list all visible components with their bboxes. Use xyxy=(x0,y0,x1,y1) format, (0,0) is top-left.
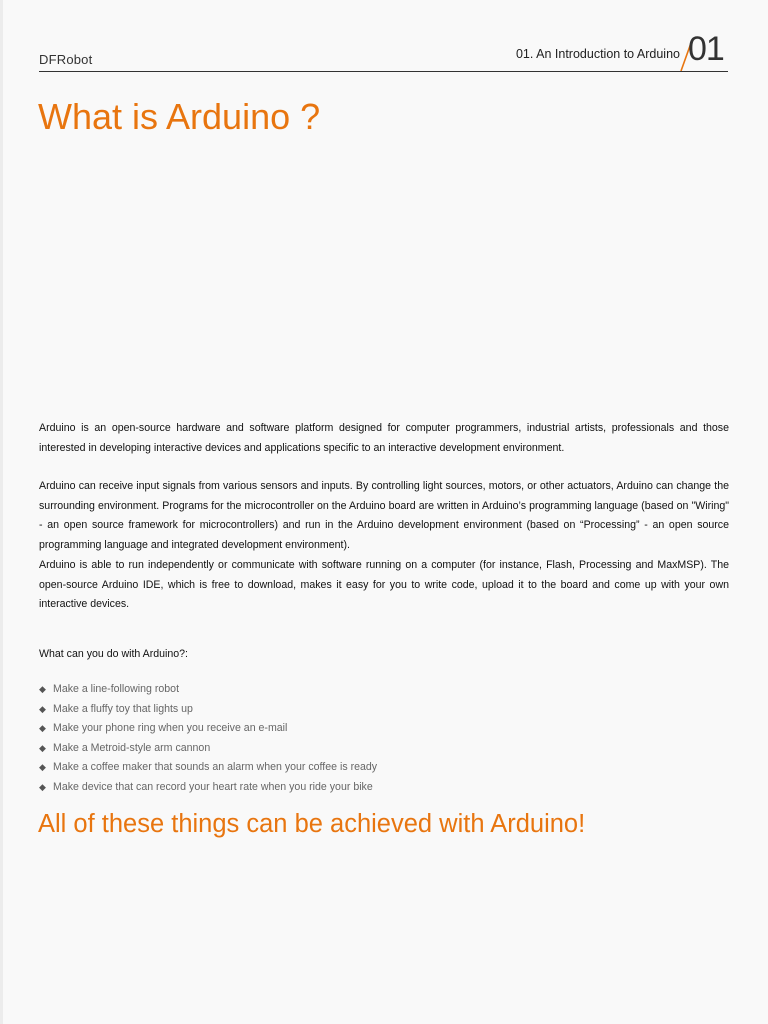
list-item-text: Make a Metroid-style arm cannon xyxy=(53,741,211,754)
list-item xyxy=(39,719,377,739)
list-item xyxy=(39,758,377,778)
list-item-text: Make a coffee maker that sounds an alarm when your coffee is ready xyxy=(53,761,378,774)
page-title: What is Arduino ? xyxy=(38,96,321,137)
diamond-bullet-icon: ◆ xyxy=(39,781,46,792)
chapter-number: 01 xyxy=(688,30,724,68)
list-item xyxy=(39,778,377,798)
list-item-text: Make device that can record your heart rate when you ride your bike xyxy=(53,780,373,793)
conclusion-heading: All of these things can be achieved with Arduino! xyxy=(38,810,586,838)
brand-name: DFRobot xyxy=(39,52,93,67)
page-edge xyxy=(0,0,3,1024)
use-case-list xyxy=(39,680,377,798)
list-item-text: Make a line-following robot xyxy=(53,683,180,695)
list-item xyxy=(39,739,377,759)
list-heading: What can you do with Arduino?: xyxy=(39,648,188,660)
diamond-bullet-icon: ◆ xyxy=(39,762,46,773)
paragraph-ide: Arduino is able to run independently or communicate with software running on a computer (for instance, Flash, Processing and MaxMSP). The open-source Arduino IDE, which is free to download, makes it easy for you to write code, upload it to the board and come up with your own interactive devices. xyxy=(39,559,729,611)
diamond-bullet-icon: ◆ xyxy=(39,723,46,734)
diamond-bullet-icon: ◆ xyxy=(39,684,46,694)
diamond-bullet-icon: ◆ xyxy=(39,742,46,753)
paragraph-inputs: Arduino can receive input signals from various sensors and inputs. By controlling light sources, motors, or other actuators, Arduino can change the surrounding environment. Programs for the microcontroller on the Arduino board are written in Arduino’s programming language (based on "Wiring" - an open source framework for microcontrollers) and run in the Arduino development environment (based on “Processing” - an open source programming language and integrated development environment). xyxy=(39,480,729,551)
list-item xyxy=(39,700,377,720)
list-item xyxy=(39,680,377,700)
list-item-text: Make a fluffy toy that lights up xyxy=(53,702,193,715)
chapter-title: 01. An Introduction to Arduino xyxy=(515,47,680,61)
list-item-text: Make your phone ring when you receive an e-mail xyxy=(53,722,288,735)
diamond-bullet-icon: ◆ xyxy=(39,703,46,714)
header-divider xyxy=(39,71,728,72)
paragraph-intro: Arduino is an open-source hardware and software platform designed for computer programmers, industrial artists, professionals and those interested in developing interactive devices and applications specific to an interactive development environment. xyxy=(39,422,729,454)
